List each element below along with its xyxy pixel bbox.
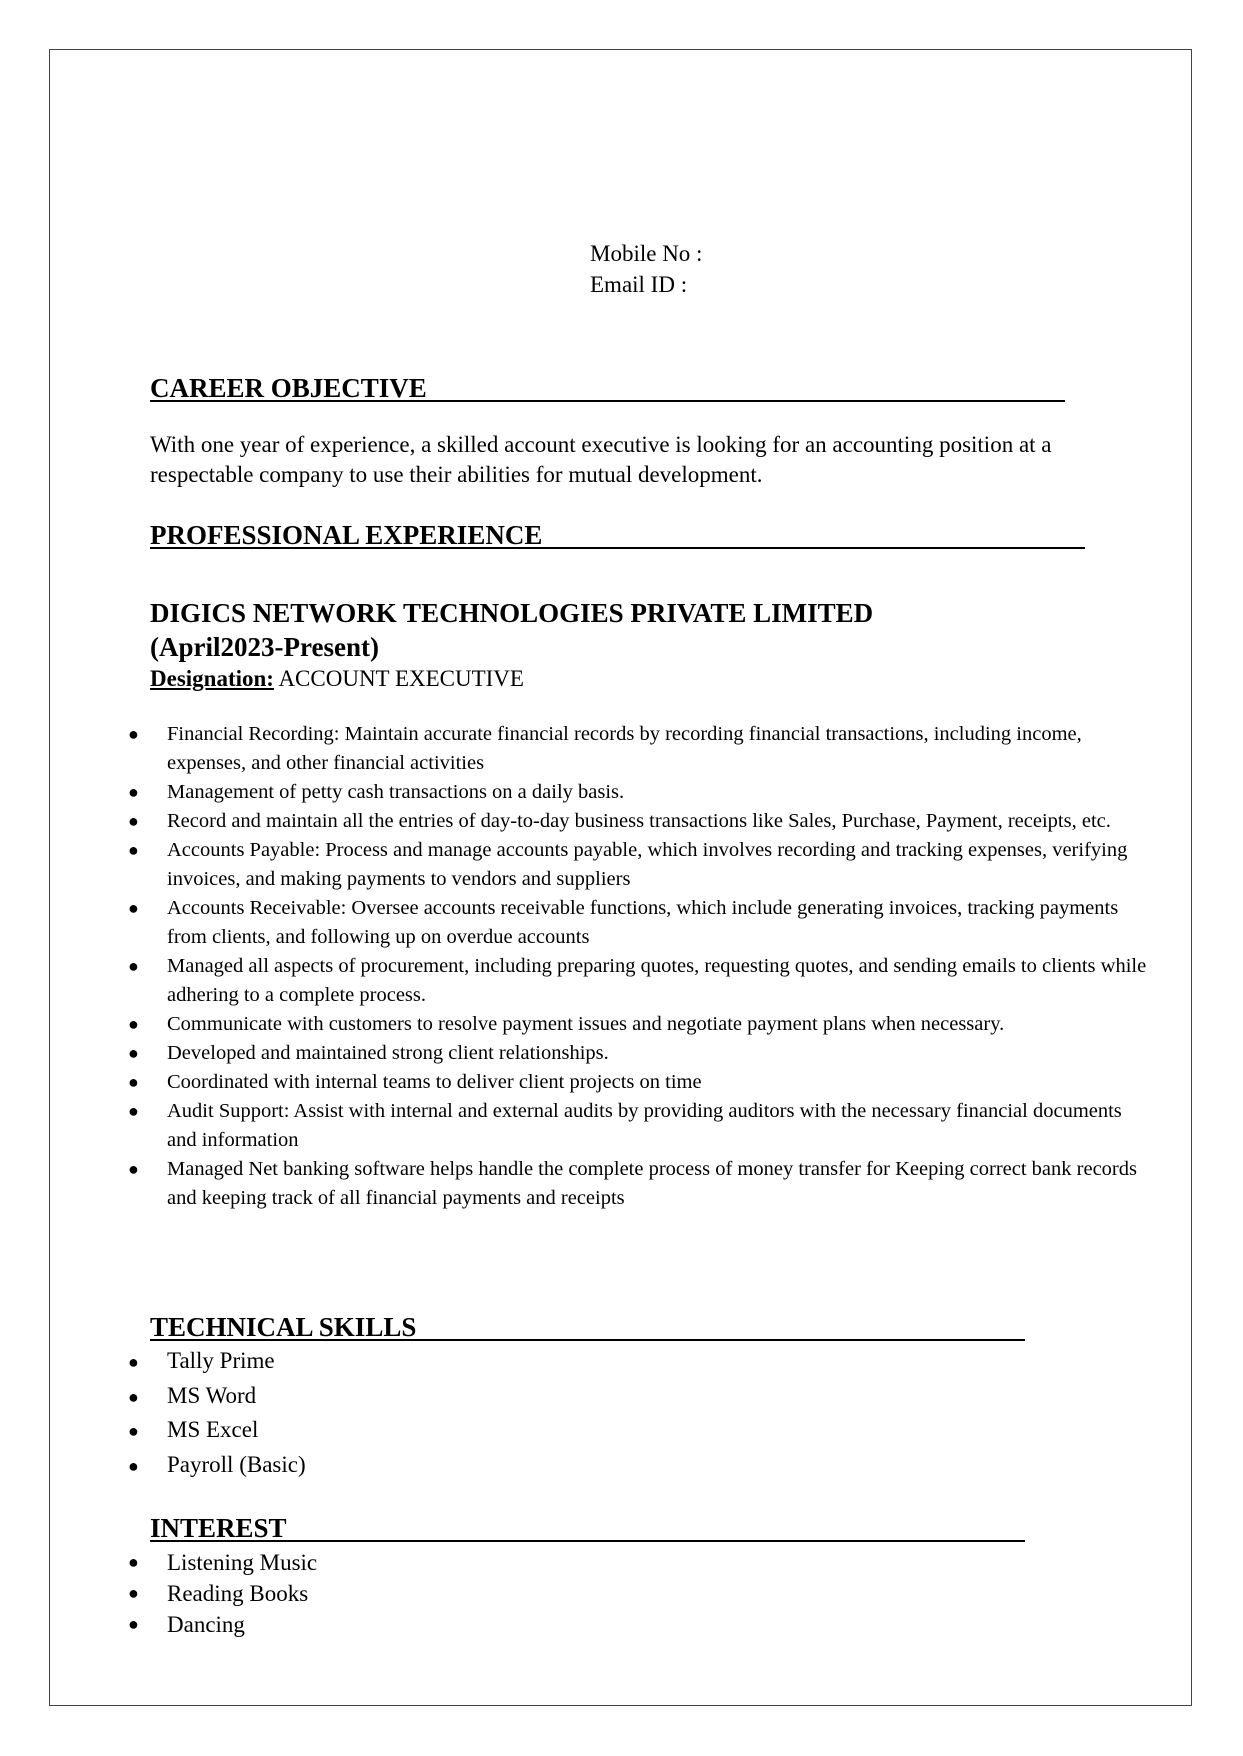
- career-objective-text: With one year of experience, a skilled account executive is looking for an accounting position at a respectable company to use their abilities for mutual development.: [150, 432, 1052, 487]
- bullet-icon: ●: [128, 1386, 139, 1407]
- list-item: [0, 807, 1147, 836]
- list-item: [0, 894, 1147, 952]
- bullet-icon: ●: [128, 956, 139, 976]
- list-item: [0, 1155, 1147, 1213]
- list-item: [0, 1609, 1147, 1640]
- bullet-icon: ●: [128, 1014, 139, 1034]
- bullet-icon: ●: [128, 898, 139, 918]
- company-block: [150, 596, 873, 664]
- skill-text: Tally Prime: [167, 1348, 275, 1373]
- interest-heading: [150, 1512, 1025, 1542]
- technical-skills-heading-text: TECHNICAL SKILLS: [150, 1312, 417, 1342]
- contact-block: [590, 238, 702, 300]
- bullet-text: Communicate with customers to resolve payment issues and negotiate payment plans when necessary.: [167, 1013, 1005, 1035]
- bullet-icon: ●: [128, 782, 139, 802]
- list-item: [0, 1039, 1147, 1068]
- professional-experience-heading: [150, 519, 1085, 549]
- bullet-icon: ●: [128, 811, 139, 831]
- interest-text: Reading Books: [167, 1581, 309, 1606]
- list-item: [0, 1010, 1147, 1039]
- bullet-icon: ●: [128, 840, 139, 860]
- designation: [150, 664, 524, 694]
- bullet-text: Accounts Receivable: Oversee accounts receivable functions, which include generating invoices, tracking payments from clients, and following up on overdue accounts: [167, 897, 1119, 948]
- designation-label: Designation:: [150, 666, 274, 691]
- bullet-text: Coordinated with internal teams to deliver client projects on time: [167, 1071, 702, 1093]
- interest-text: Dancing: [167, 1612, 245, 1637]
- bullet-text: Management of petty cash transactions on a daily basis.: [167, 781, 625, 803]
- bullet-icon: ●: [128, 1043, 139, 1063]
- interest-list: [0, 1547, 1147, 1640]
- bullet-icon: ●: [128, 1159, 139, 1179]
- list-item: [0, 1379, 1147, 1414]
- list-item: [0, 778, 1147, 807]
- list-item: [0, 1097, 1147, 1155]
- bullet-text: Managed all aspects of procurement, including preparing quotes, requesting quotes, and sending emails to clients while adhering to a complete process.: [167, 955, 1147, 1006]
- bullet-text: Developed and maintained strong client relationships.: [167, 1042, 609, 1064]
- email-label: Email ID :: [590, 272, 688, 297]
- list-item: [0, 1448, 1147, 1483]
- bullet-icon: ●: [128, 1552, 139, 1572]
- professional-experience-heading-text: PROFESSIONAL EXPERIENCE: [150, 520, 543, 550]
- bullet-text: Audit Support: Assist with internal and external audits by providing auditors with the necessary financial documents and information: [167, 1100, 1122, 1151]
- skill-text: MS Excel: [167, 1417, 259, 1442]
- employment-period: (April2023-Present): [150, 632, 379, 662]
- list-item: [0, 1068, 1147, 1097]
- technical-skills-list: [0, 1344, 1147, 1482]
- bullet-icon: ●: [128, 1421, 139, 1441]
- list-item: [0, 1578, 1147, 1609]
- bullet-icon: ●: [128, 1583, 139, 1603]
- list-item: [0, 1413, 1147, 1448]
- mobile-label: Mobile No :: [590, 241, 703, 266]
- bullet-text: Financial Recording: Maintain accurate financial records by recording financial transactions, including income, expenses, and other financial activities: [167, 723, 1082, 774]
- designation-value: ACCOUNT EXECUTIVE: [278, 666, 524, 691]
- skill-text: MS Word: [167, 1382, 257, 1408]
- experience-bullet-list: [0, 720, 1147, 1213]
- career-objective-heading: [150, 372, 1065, 402]
- company-name: DIGICS NETWORK TECHNOLOGIES PRIVATE LIMITED: [150, 598, 874, 628]
- bullet-icon: ●: [128, 1352, 139, 1372]
- interest-text: Listening Music: [167, 1550, 318, 1575]
- bullet-icon: ●: [128, 724, 139, 744]
- bullet-text: Managed Net banking software helps handle the complete process of money transfer for Keeping correct bank records and keeping track of all financial payments and receipts: [167, 1158, 1137, 1209]
- career-objective-heading-text: CAREER OBJECTIVE: [150, 373, 427, 403]
- list-item: [0, 720, 1147, 778]
- bullet-text: Accounts Payable: Process and manage accounts payable, which involves recording and tracking expenses, verifying invoices, and making payments to vendors and suppliers: [167, 839, 1128, 890]
- list-item: [0, 836, 1147, 894]
- skill-text: Payroll (Basic): [167, 1451, 306, 1477]
- bullet-icon: ●: [128, 1072, 139, 1092]
- bullet-icon: ●: [128, 1614, 139, 1634]
- technical-skills-heading: [150, 1311, 1025, 1341]
- bullet-icon: ●: [128, 1101, 139, 1121]
- bullet-icon: ●: [128, 1455, 139, 1476]
- list-item: [0, 1547, 1147, 1578]
- interest-heading-text: INTEREST: [150, 1513, 287, 1543]
- list-item: [0, 1344, 1147, 1379]
- bullet-text: Record and maintain all the entries of day-to-day business transactions like Sales, Purchase, Payment, receipts, etc.: [167, 810, 1111, 832]
- list-item: [0, 952, 1147, 1010]
